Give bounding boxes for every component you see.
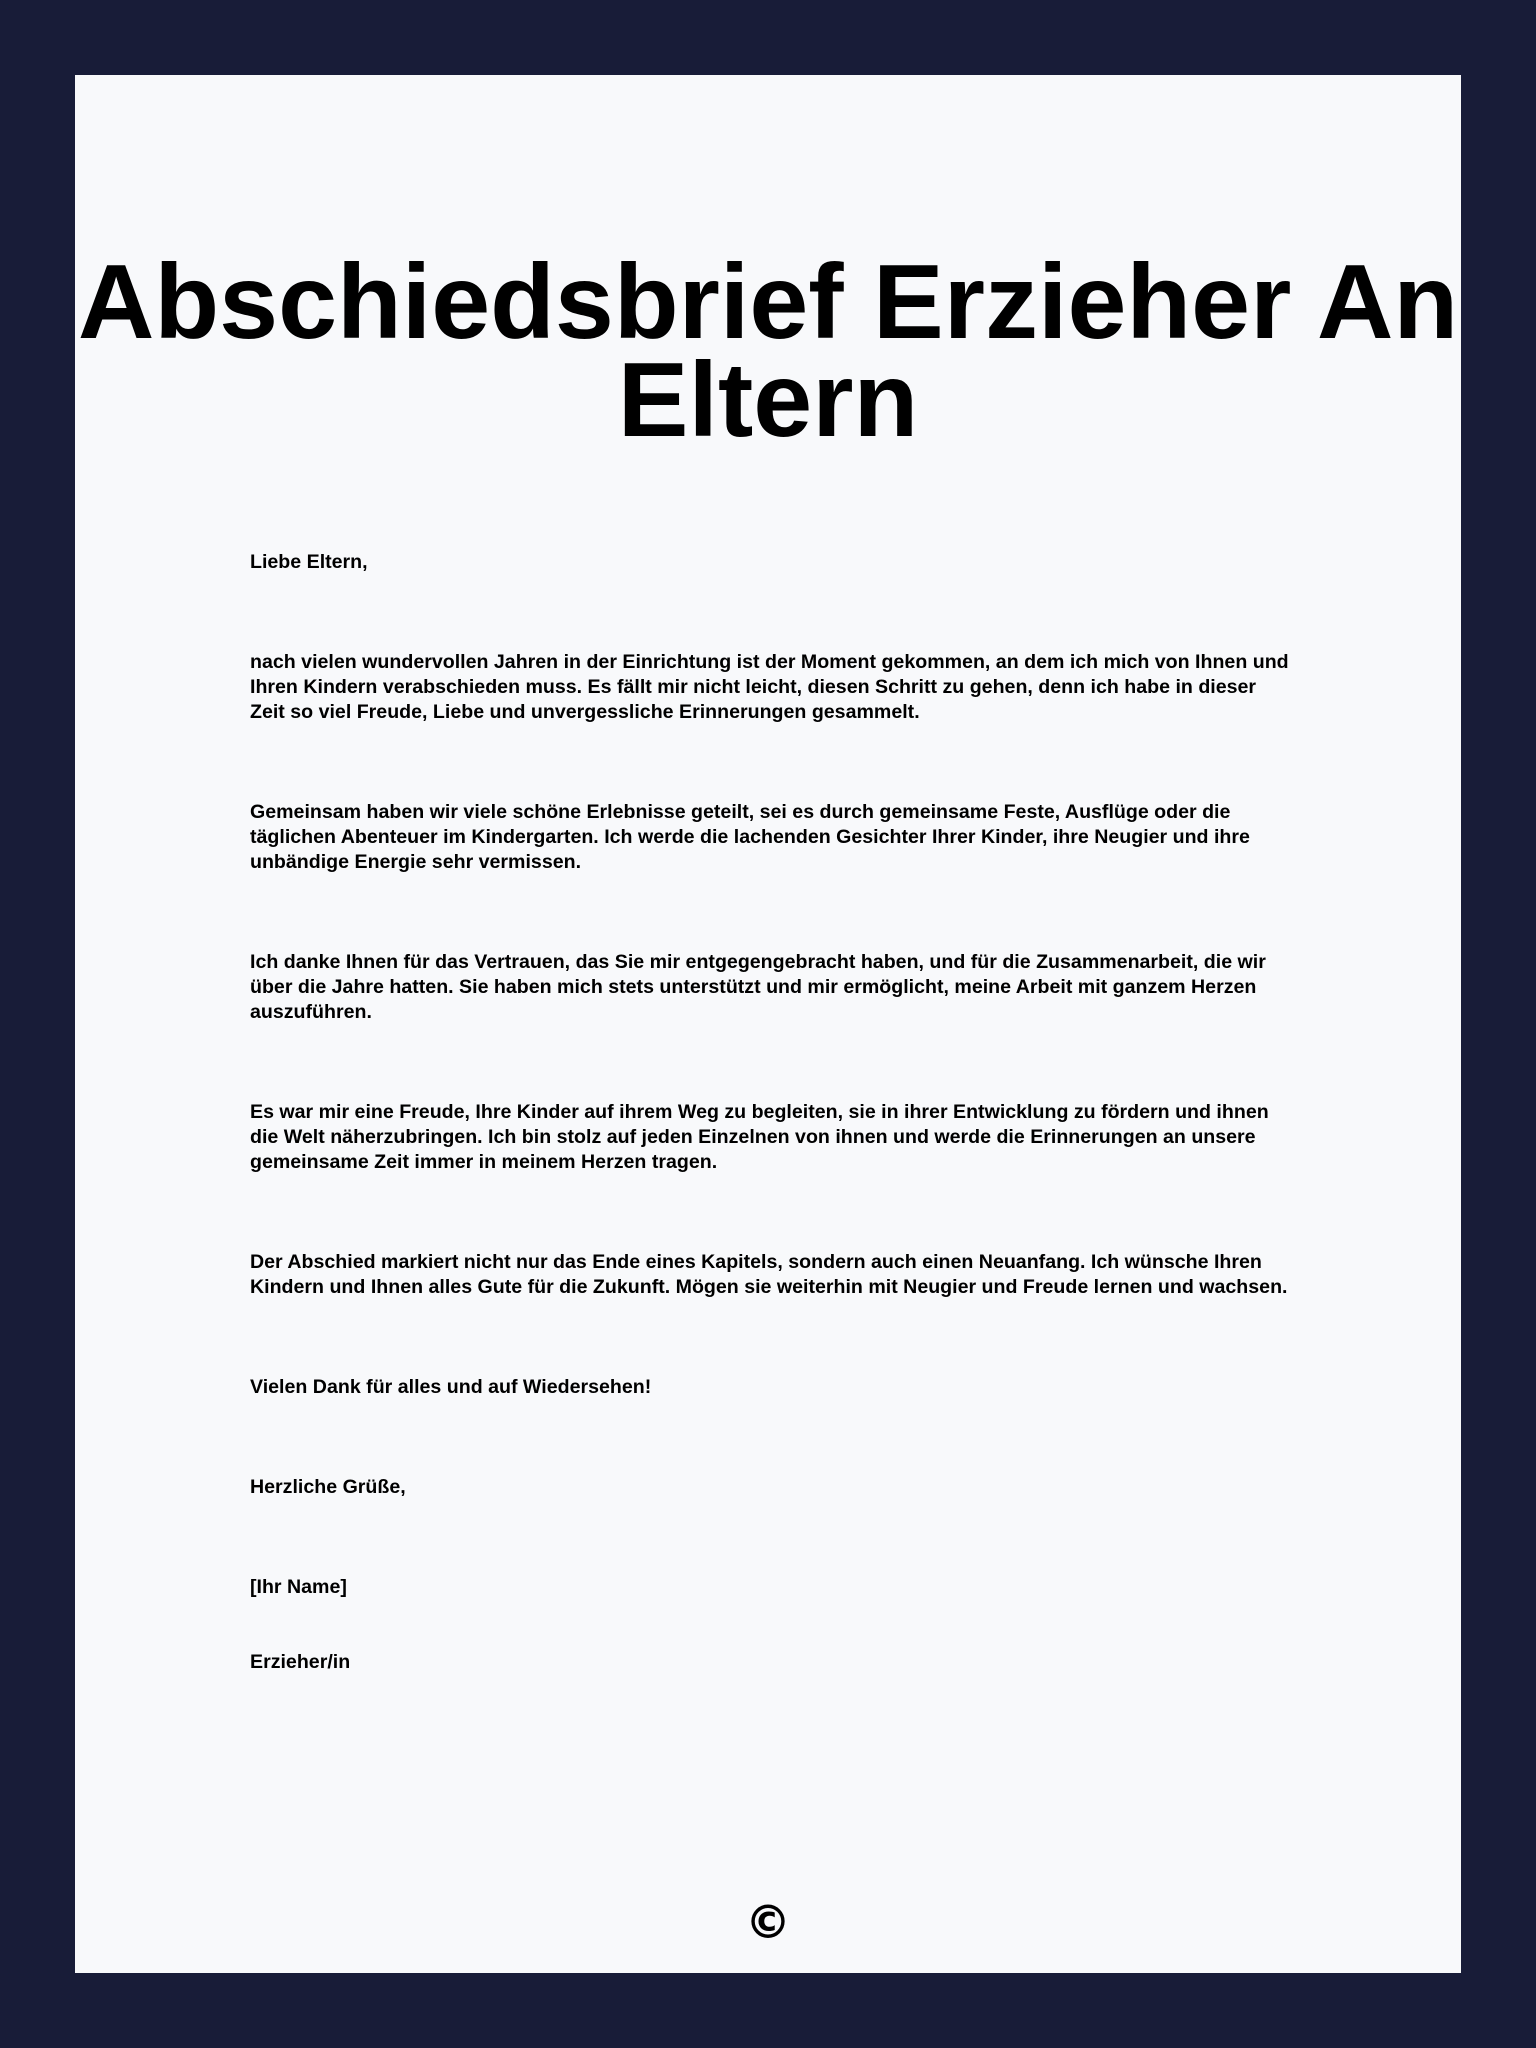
- letter-paragraph: Ich danke Ihnen für das Vertrauen, das Sie mir entgegengebracht haben, und für die Zusammenarbeit, die wir über die Jahre hatten. Sie haben mich stets unterstützt und mir ermöglicht, meine Arbeit mit ganzem Herzen auszuführen.: [250, 951, 1266, 1023]
- signature-role: Erzieher/in: [250, 1651, 351, 1673]
- signature-name: [Ihr Name]: [250, 1576, 347, 1598]
- closing-regards: Herzliche Grüße,: [250, 1476, 406, 1498]
- letter-paragraph: Gemeinsam haben wir viele schöne Erlebnisse geteilt, sei es durch gemeinsame Feste, Ausflüge oder die täglichen Abenteuer im Kindergarten. Ich werde die lachenden Gesichter Ihrer Kinder, ihre Neugier und ihre unbändige Energie sehr vermissen.: [250, 801, 1250, 873]
- letter-greeting: Liebe Eltern,: [250, 551, 368, 573]
- document-title: Abschiedsbrief Erzieher An Eltern: [77, 243, 1459, 459]
- letter-paragraph: nach vielen wundervollen Jahren in der Einrichtung ist der Moment gekommen, an dem ich mich von Ihnen und Ihren Kindern verabschieden muss. Es fällt mir nicht leicht, diesen Schritt zu gehen, denn ich habe in dieser Zeit so viel Freude, Liebe und unvergessliche Erinnerungen gesammelt.: [250, 651, 1289, 723]
- closing-thanks: Vielen Dank für alles und auf Wiedersehen!: [250, 1376, 652, 1398]
- copyright-icon: ©: [745, 1895, 791, 1949]
- letter-body: [250, 550, 1290, 1675]
- letter-page: [75, 75, 1461, 1973]
- letter-paragraph: Es war mir eine Freude, Ihre Kinder auf ihrem Weg zu begleiten, sie in ihrer Entwicklung zu fördern und ihnen die Welt näherzubringen. Ich bin stolz auf jeden Einzelnen von ihnen und werde die Erinnerungen an unsere gemeinsame Zeit immer in meinem Herzen tragen.: [250, 1101, 1269, 1173]
- letter-paragraph: Der Abschied markiert nicht nur das Ende eines Kapitels, sondern auch einen Neuanfang. Ich wünsche Ihren Kindern und Ihnen alles Gute für die Zukunft. Mögen sie weiterhin mit Neugier und Freude lernen und wachsen.: [250, 1251, 1288, 1298]
